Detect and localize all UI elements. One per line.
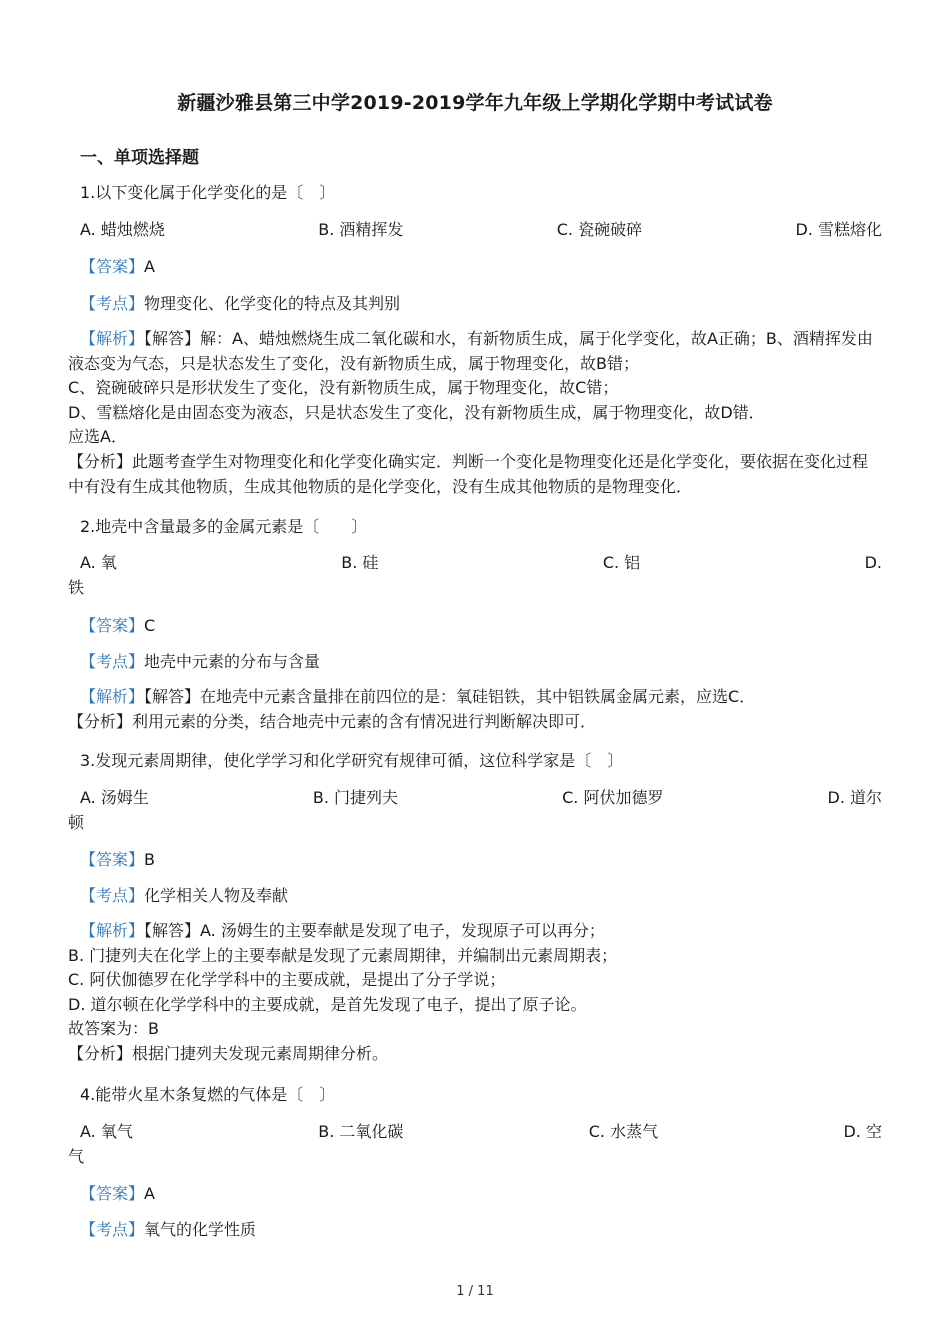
option-d-wrap: 气 [68, 1147, 85, 1166]
analysis-text: 【解答】A. 汤姆生的主要奉献是发现了电子，发现原子可以再分； [144, 921, 605, 940]
answer-value: B [144, 850, 155, 869]
point-value: 氧气的化学性质 [144, 1220, 257, 1239]
page-title: 新疆沙雅县第三中学2019-2019学年九年级上学期化学期中考试试卷 [177, 92, 773, 114]
analysis-label: 【解析】 [80, 687, 145, 706]
analysis-line: C、瓷碗破碎只是形状发生了变化，没有新物质生成，属于物理变化，故C错； [68, 378, 619, 398]
question-2-options [68, 550, 882, 600]
question-3-options [68, 785, 882, 835]
analysis-line: B. 门捷列夫在化学上的主要奉献是发现了元素周期律，并编制出元素周期表； [68, 945, 618, 965]
question-1-stem: 1.以下变化属于化学变化的是〔 〕 [80, 183, 336, 202]
option-c: C. 铝 [602, 553, 641, 572]
page-number: 1 / 11 [456, 1284, 494, 1299]
analysis-line: 【分析】此题考查学生对物理变化和化学变化确实定．判断一个变化是物理变化还是化学变化，要依据在变化过程中有没有生成其他物质，生成其他物质的是化学变化，没有生成其他物质的是物理变化． [68, 451, 869, 496]
question-3-point [80, 883, 288, 906]
option-b: B. 门捷列夫 [312, 788, 399, 807]
option-d: D. 空 [843, 1122, 882, 1141]
question-1-options [80, 217, 882, 240]
option-d: D. 雪糕熔化 [795, 220, 882, 239]
option-d: D. 道尔 [827, 788, 882, 807]
point-label: 【考点】 [80, 1220, 145, 1239]
answer-label: 【答案】 [80, 850, 145, 869]
question-3-stem: 3.发现元素周期律，使化学学习和化学研究有规律可循，这位科学家是〔 〕 [80, 751, 624, 770]
question-1-point [80, 291, 400, 314]
question-4-stem: 4.能带火星木条复燃的气体是〔 〕 [80, 1085, 336, 1104]
analysis-text: 【解答】在地壳中元素含量排在前四位的是：氧硅铝铁，其中铝铁属金属元素，应选C． [144, 687, 756, 706]
option-d-wrap: 铁 [68, 578, 85, 597]
option-a: A. 氧 [80, 553, 117, 572]
answer-label: 【答案】 [80, 616, 145, 635]
point-value: 地壳中元素的分布与含量 [144, 652, 321, 671]
question-2-stem: 2.地壳中含量最多的金属元素是〔 〕 [80, 517, 368, 536]
question-1-answer [80, 254, 155, 277]
analysis-line: 【分析】根据门捷列夫发现元素周期律分析。 [68, 1043, 389, 1063]
point-value: 化学相关人物及奉献 [144, 886, 289, 905]
point-label: 【考点】 [80, 652, 145, 671]
point-value: 物理变化、化学变化的特点及其判别 [144, 294, 401, 313]
option-d-wrap: 顿 [68, 813, 85, 832]
question-1-analysis [68, 327, 883, 499]
analysis-line: 故答案为：B [68, 1019, 159, 1039]
question-4-options [68, 1119, 882, 1169]
analysis-text: 【解答】解：A、蜡烛燃烧生成二氧化碳和水，有新物质生成，属于化学变化，故A正确；B、酒精挥发由液态变为气态，只是状态发生了变化，没有新物质生成，属于物理变化，故B错； [68, 329, 873, 373]
option-c: C. 瓷碗破碎 [556, 220, 643, 239]
option-a: A. 汤姆生 [80, 788, 149, 807]
option-a: A. 氧气 [80, 1122, 133, 1141]
analysis-line: 应选A． [68, 427, 127, 447]
question-4-answer [80, 1181, 155, 1204]
point-label: 【考点】 [80, 294, 145, 313]
answer-label: 【答案】 [80, 1184, 145, 1203]
option-d: D. [864, 553, 882, 572]
option-b: B. 硅 [341, 553, 379, 572]
question-4-point [80, 1217, 256, 1240]
option-b: B. 二氧化碳 [318, 1122, 404, 1141]
question-2-point [80, 649, 320, 672]
analysis-line: C. 阿伏伽德罗在化学学科中的主要成就，是提出了分子学说； [68, 970, 506, 990]
analysis-label: 【解析】 [80, 921, 145, 940]
point-label: 【考点】 [80, 886, 145, 905]
question-3-answer [80, 847, 155, 870]
answer-value: C [144, 616, 156, 635]
question-2-analysis [68, 685, 883, 734]
answer-value: A [144, 257, 155, 276]
section-heading: 一、单项选择题 [80, 148, 199, 168]
option-a: A. 蜡烛燃烧 [80, 220, 165, 239]
question-3-analysis [68, 919, 883, 1067]
option-b: B. 酒精挥发 [318, 220, 404, 239]
analysis-label: 【解析】 [80, 329, 145, 348]
answer-value: A [144, 1184, 155, 1203]
option-c: C. 阿伏加德罗 [562, 788, 664, 807]
question-2-answer [80, 613, 155, 636]
analysis-line: D. 道尔顿在化学学科中的主要成就，是首先发现了电子，提出了原子论。 [68, 994, 587, 1014]
analysis-line: D、雪糕熔化是由固态变为液态，只是状态发生了变化，没有新物质生成，属于物理变化，故D错． [68, 402, 765, 422]
analysis-line: 【分析】利用元素的分类，结合地壳中元素的含有情况进行判断解决即可． [68, 711, 597, 731]
option-c: C. 水蒸气 [588, 1122, 659, 1141]
answer-label: 【答案】 [80, 257, 145, 276]
